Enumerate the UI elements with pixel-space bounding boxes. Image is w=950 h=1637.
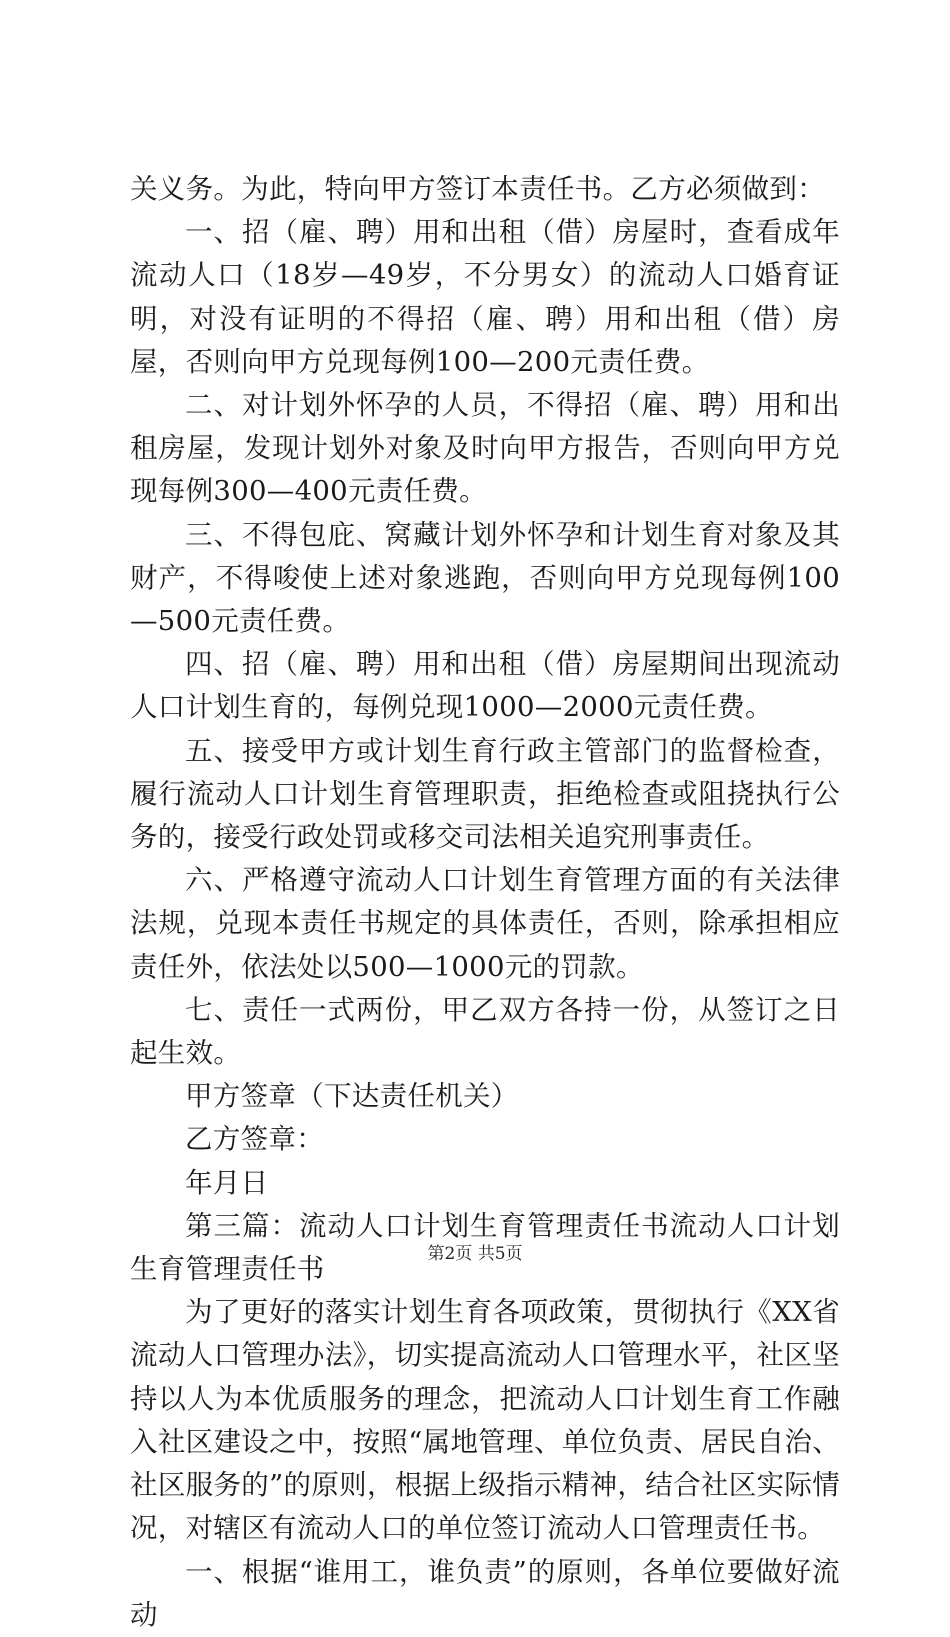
paragraph-clause-3: 三、不得包庇、窝藏计划外怀孕和计划生育对象及其财产，不得唆使上述对象逃跑，否则向甲方兑现每例100—500元责任费。 — [130, 518, 840, 638]
page-number-footer: 第2页 共5页 — [427, 1244, 523, 1264]
paragraph-clause-6: 六、严格遵守流动人口计划生育管理方面的有关法律法规，兑现本责任书规定的具体责任，否则，除承担相应责任外，依法处以500—1000元的罚款。 — [130, 864, 840, 983]
date-line: 年月日 — [185, 1166, 269, 1199]
paragraph-clause-4: 四、招（雇、聘）用和出租（借）房屋期间出现流动人口计划生育的，每例兑现1000—2000元责任费。 — [130, 648, 840, 724]
paragraph-clause-1: 一、招（雇、聘）用和出租（借）房屋时，查看成年流动人口（18岁—49岁，不分男女）的流动人口婚育证明，对没有证明的不得招（雇、聘）用和出租（借）房屋，否则向甲方兑现每例100—200元责任费。 — [130, 216, 840, 378]
paragraph-clause-1b: 一、根据“谁用工，谁负责”的原则，各单位要做好流动 — [130, 1555, 840, 1631]
paragraph-clause-7: 七、责任一式两份，甲乙双方各持一份，从签订之日起生效。 — [130, 993, 840, 1070]
party-a-signature-line: 甲方签章（下达责任机关） — [185, 1080, 519, 1113]
paragraph-clause-2: 二、对计划外怀孕的人员，不得招（雇、聘）用和出租房屋，发现计划外对象及时向甲方报告，否则向甲方兑现每例300—400元责任费。 — [130, 389, 840, 508]
document-body — [130, 168, 840, 1637]
party-b-signature-line: 乙方签章： — [185, 1123, 324, 1156]
paragraph: 关义务。为此，特向甲方签订本责任书。乙方必须做到： — [130, 173, 825, 205]
section-heading: 第三篇：流动人口计划生育管理责任书流动人口计划生育管理责任书 — [130, 1209, 840, 1286]
paragraph-intro: 为了更好的落实计划生育各项政策，贯彻执行《XX省流动人口管理办法》，切实提高流动人口管理水平，社区坚持以人为本优质服务的理念，把流动人口计划生育工作融入社区建设之中，按照“属地管理、单位负责、居民自治、社区服务的”的原则，根据上级指示精神，结合社区实际情况，对辖区有流动人口的单位签订流动人口管理责任书。 — [130, 1296, 840, 1545]
paragraph-clause-5: 五、接受甲方或计划生育行政主管部门的监督检查，履行流动人口计划生育管理职责，拒绝检查或阻挠执行公务的，接受行政处罚或移交司法相关追究刑事责任。 — [130, 734, 840, 854]
